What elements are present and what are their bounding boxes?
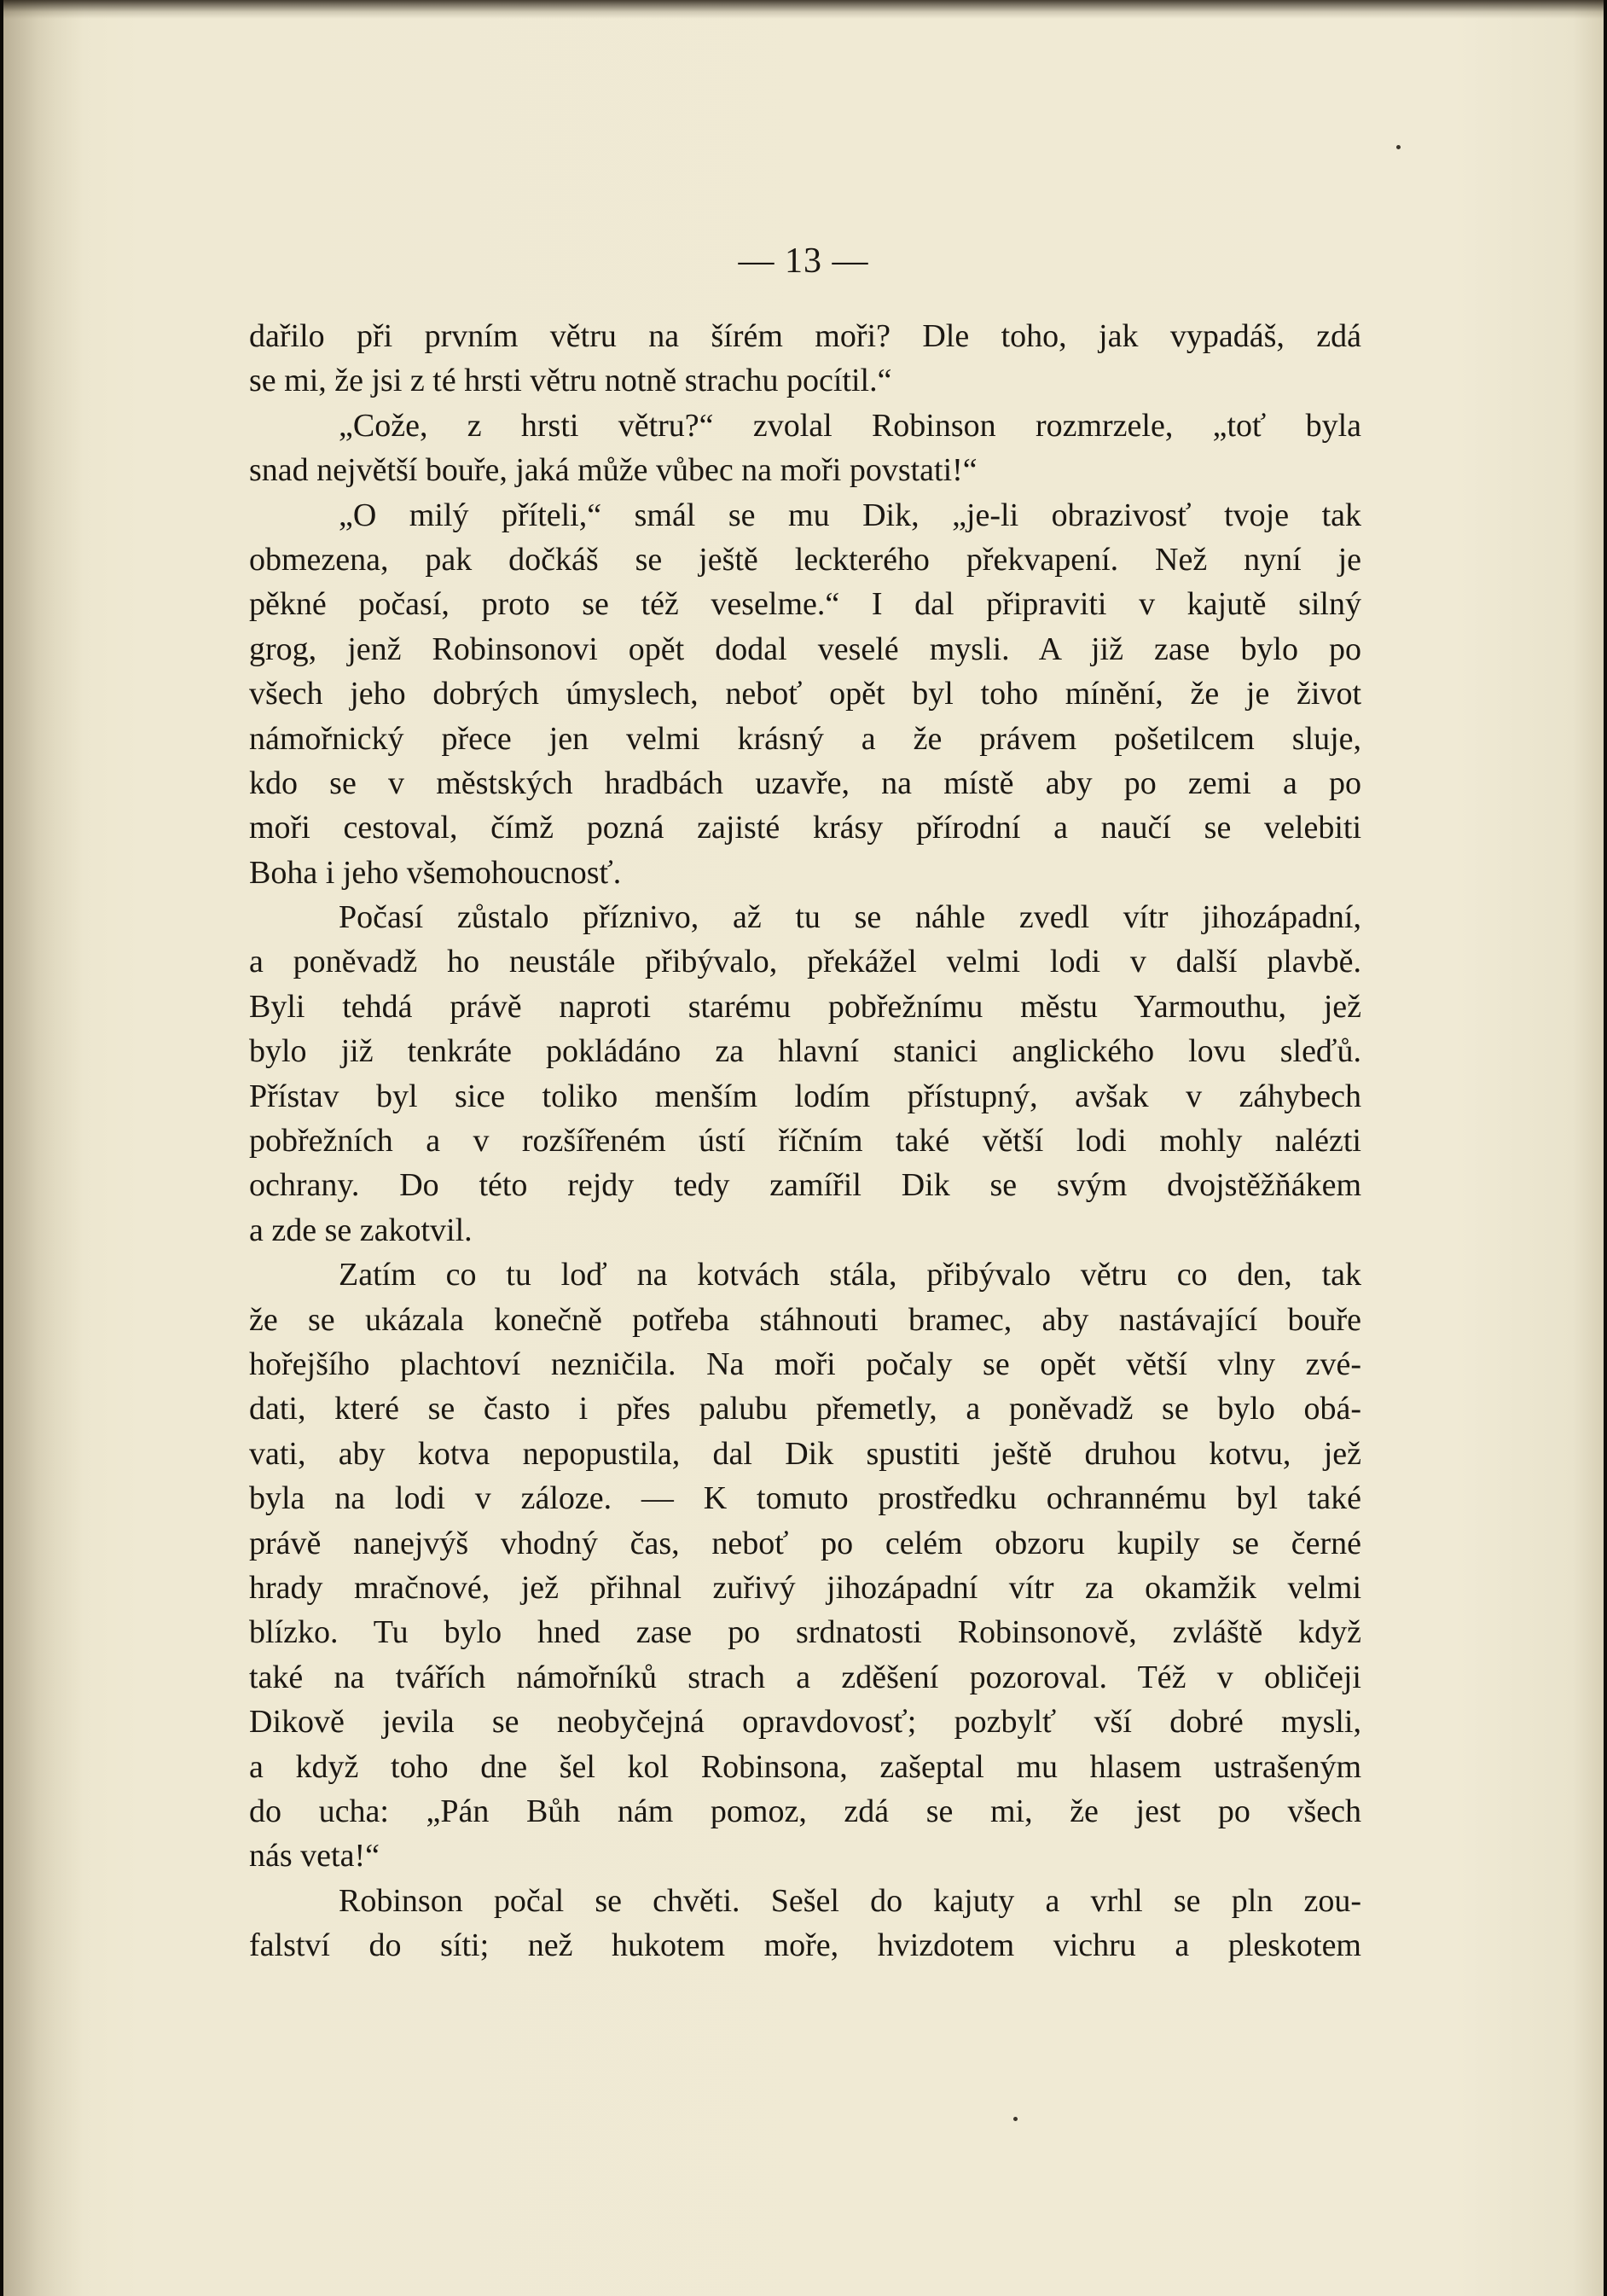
text-line: Zatím co tu loď na kotvách stála, přibývalo větru co den, tak (339, 1257, 1361, 1293)
paper-speck (1396, 145, 1401, 149)
text-line: pěkné počasí, proto se též veselme.“ I dal připraviti v kajutě silný (249, 586, 1361, 623)
text-line: Boha i jeho všemohoucnosť. (249, 854, 622, 891)
text-line: Robinson počal se chvěti. Sešel do kajuty a vrhl se pln zou- (339, 1882, 1361, 1919)
text-line: blízko. Tu bylo hned zase po srdnatosti Robinsonově, zvláště když (249, 1614, 1361, 1651)
text-line: Dikově jevila se neobyčejná opravdovosť; pozbylť vší dobré mysli, (249, 1704, 1361, 1741)
text-line: Počasí zůstalo příznivo, až tu se náhle zvedl vítr jihozápadní, (339, 899, 1361, 936)
paragraph (249, 404, 1361, 493)
paper-speck (1013, 2117, 1018, 2121)
text-line: hrady mračnové, jež přihnal zuřivý jihozápadní vítr za okamžik velmi (249, 1569, 1361, 1606)
text-line: hořejšího plachtoví nezničila. Na moři počaly se opět větší vlny zvé- (249, 1346, 1361, 1382)
text-line: pobřežních a v rozšířeném ústí říčním také větší lodi mohly nalézti (249, 1123, 1361, 1160)
top-edge-shadow (3, 0, 1604, 19)
paragraph (249, 314, 1361, 404)
text-line: právě nanejvýš vhodný čas, neboť po celém obzoru kupily se černé (249, 1525, 1361, 1561)
text-line: dati, které se často i přes palubu přemetly, a poněvadž se bylo obá- (249, 1391, 1361, 1427)
text-line: do ucha: „Pán Bůh nám pomoz, zdá se mi, že jest po všech (249, 1793, 1361, 1829)
text-line: že se ukázala konečně potřeba stáhnouti bramec, aby nastávající bouře (249, 1301, 1361, 1338)
text-line: kdo se v městských hradbách uzavře, na místě aby po zemi a po (249, 764, 1361, 801)
text-line: všech jeho dobrých úmyslech, neboť opět byl toho mínění, že je život (249, 676, 1361, 712)
text-line: nás veta!“ (249, 1838, 380, 1875)
text-line: bylo již tenkráte pokládáno za hlavní stanici anglického lovu sleďů. (249, 1033, 1361, 1070)
text-line: moři cestoval, čímž pozná zajisté krásy přírodní a naučí se velebiti (249, 810, 1361, 846)
text-line: námořnický přece jen velmi krásný a že právem pošetilcem sluje, (249, 720, 1361, 757)
text-line: obmezena, pak dočkáš se ještě leckterého překvapení. Než nyní je (249, 541, 1361, 578)
paragraph (249, 895, 1361, 1253)
text-line: „O milý příteli,“ smál se mu Dik, „je-li obrazivosť tvoje tak (339, 497, 1361, 533)
text-line: Přístav byl sice toliko menším lodím přístupný, avšak v záhybech (249, 1078, 1361, 1114)
text-line: a poněvadž ho neustále přibývalo, překážel velmi lodi v další plavbě. (249, 944, 1361, 980)
text-line: falství do síti; než hukotem moře, hvizdotem vichru a pleskotem (249, 1927, 1361, 1964)
text-line: Byli tehdá právě naproti starému pobřežnímu městu Yarmouthu, jež (249, 988, 1361, 1025)
text-line: a když toho dne šel kol Robinsona, zašeptal mu hlasem ustrašeným (249, 1748, 1361, 1785)
text-line: snad největší bouře, jaká může vůbec na moři povstati!“ (249, 452, 978, 489)
text-line: vati, aby kotva nepopustila, dal Dik spustiti ještě druhou kotvu, jež (249, 1435, 1361, 1472)
paragraph (249, 493, 1361, 896)
text-line: dařilo při prvním větru na šírém moři? Dle toho, jak vypadáš, zdá (249, 318, 1361, 354)
text-line: „Cože, z hrsti větru?“ zvolal Robinson rozmrzele, „toť byla (339, 407, 1361, 444)
binding-shadow (3, 0, 84, 2296)
paragraph (249, 1253, 1361, 1878)
text-line: byla na lodi v záloze. — K tomuto prostředku ochrannému byl také (249, 1480, 1361, 1517)
text-line: se mi, že jsi z té hrsti větru notně strachu pocítil.“ (249, 363, 892, 399)
text-line: grog, jenž Robinsonovi opět dodal veselé mysli. A již zase bylo po (249, 631, 1361, 667)
text-line: ochrany. Do této rejdy tedy zamířil Dik se svým dvojstěžňákem (249, 1167, 1361, 1204)
paragraph (249, 1879, 1361, 1968)
page-number: — 13 — (738, 241, 869, 281)
text-line: také na tvářích námořníků strach a zděšení pozoroval. Též v obličeji (249, 1659, 1361, 1695)
body-text (249, 314, 1361, 1968)
text-line: a zde se zakotvil. (249, 1212, 473, 1248)
